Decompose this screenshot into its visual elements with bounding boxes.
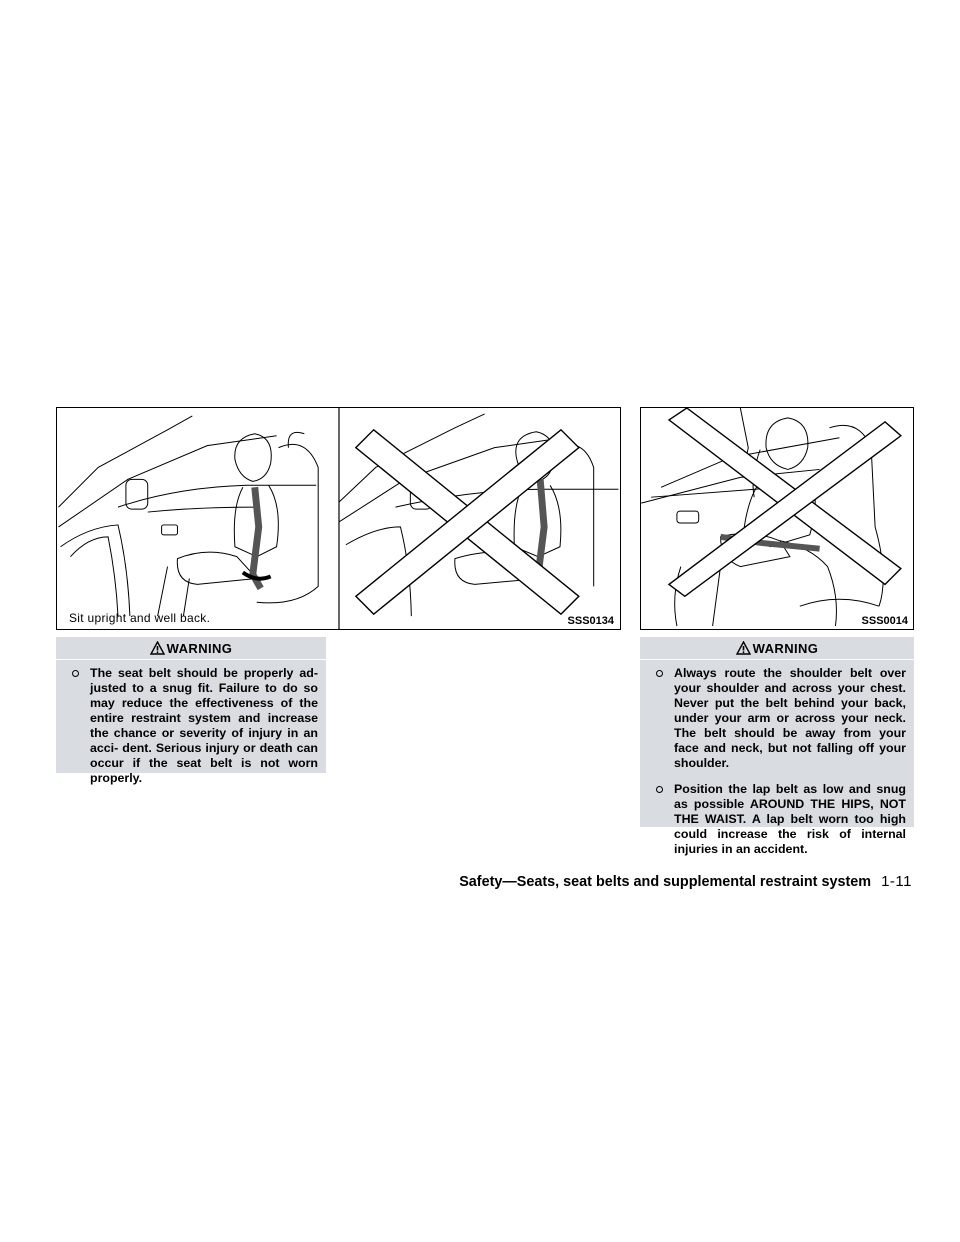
footer-section-title: Safety—Seats, seat belts and supplemental restraint system	[459, 874, 872, 890]
belt-routing-illustration	[641, 408, 913, 629]
figure-belt-routing	[640, 407, 914, 630]
page-footer	[459, 873, 912, 890]
bullet-icon	[72, 670, 79, 677]
warning-triangle-icon	[150, 641, 165, 655]
page-number: 1-11	[881, 873, 912, 890]
warning-box-belt-routing	[640, 637, 914, 856]
warning-header	[56, 637, 326, 660]
warning-item	[656, 782, 906, 857]
warning-triangle-icon	[736, 641, 751, 655]
warning-list	[640, 660, 914, 857]
warning-item	[72, 666, 318, 786]
bullet-icon	[656, 786, 663, 793]
bullet-icon	[656, 670, 663, 677]
warning-box-snug-fit	[56, 637, 326, 785]
warning-item-text: The seat belt should be properly ad- justed to a snug fit. Failure to do so may reduce the effectiveness of the entire restraint system and increase the chance or severity of injury in an acci- dent. Serious injury or death can occur if the seat belt is not worn properly.	[90, 666, 318, 785]
figure-caption: Sit upright and well back.	[69, 611, 211, 625]
warning-list	[56, 660, 326, 786]
warning-item-text: Always route the shoulder belt over your shoulder and across your chest. Never put the belt behind your back, under your arm or across your neck. The belt should be away from your face and neck, but not falling off your shoulder.	[674, 666, 906, 770]
figure-seating-position	[56, 407, 621, 630]
figure-code: SSS0134	[567, 615, 614, 627]
warning-item	[656, 666, 906, 771]
seating-position-illustration	[57, 408, 620, 629]
warning-item-text: Position the lap belt as low and snug as possible AROUND THE HIPS, NOT THE WAIST. A lap belt worn too high could increase the risk of internal injuries in an accident.	[674, 782, 906, 856]
warning-heading: WARNING	[166, 640, 233, 656]
figure-code: SSS0014	[861, 615, 908, 627]
warning-header	[640, 637, 914, 660]
warning-heading: WARNING	[752, 640, 819, 656]
